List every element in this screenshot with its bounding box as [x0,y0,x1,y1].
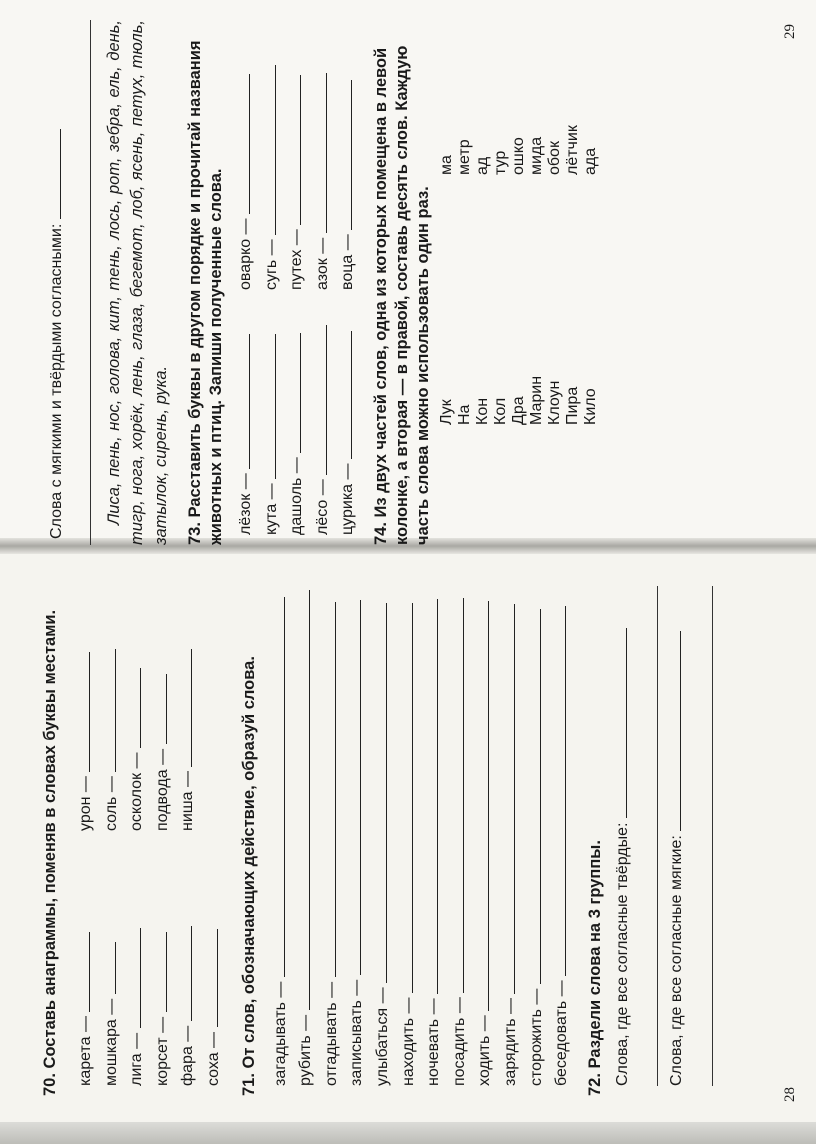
exercise-70-col2: урон — соль — осколок — подвода — ниша — [73,591,227,831]
word-list: Лиса, пень, нос, голова, кит, тень, лось, рот, зебра, ель, день, тигр, нога, хорёк, лень, глаза, бегемот, лоб, ясень, петух, тюль, затылок, сирень, рука. [104,20,170,545]
exercise-70-title: 70. Составь анаграммы, поменяв в словах буквы местами. [41,609,59,1096]
right-page-content: Слова с мягкими и твёрдыми согласными: Лиса, пень, нос, голова, кит, тень, лось, рот, зебра, ель, день, тигр, нога, хорёк, лень, глаза, бегемот, лоб, ясень, петух, тюль, затылок, сирень, рука. 73. Расставить буквы в другом порядке и прочитай названия животных и птиц. Запиши полученные слова. лёзок — кута — дашоль — лёсо — цурика — оварко — сугь — путех — азок — воца — 74. Из двух частей слов, одна из которых помещена в левой колонке, а вторая — в правой, составь десять слов. Каждую часть слова можно использовать один раз. Лук На Кон Кол Дра Марин Клоун Пира Кило ма метр ад тур ошко мида обок лётчик ада 29 [44,0,814,545]
scan-edge [0,1122,816,1144]
page-number-right: 29 [782,24,798,39]
exercise-73-title: 73. Расставить буквы в другом порядке и прочитай названия животных и птиц. Запиши полученные слова. [186,40,226,545]
page-number-left: 28 [782,1087,798,1102]
exercise-74-title: 74. Из двух частей слов, одна из которых помещена в левой колонке, а вторая — в правой, составь десять слов. Каждую часть слова можно использовать один раз. [372,45,433,545]
exercise-71-title: 71. От слов, обозначающих действие, образуй слова. [239,656,258,1096]
exercise-70-col1: карета — мошкара — лига — корсет — фара — соха — [73,831,227,1086]
ex74-right-column: ма метр ад тур ошко мида обок лётчик ада [438,125,600,175]
ex72-hard: Слова, где все согласные твёрдые: [613,822,631,1086]
ex72-soft: Слова, где все согласные мягкие: [668,835,686,1086]
left-page-content [40,560,810,1110]
ex74-left-column: Лук На Кон Кол Дра Марин Клоун Пира Кило [438,375,600,425]
top-line: Слова с мягкими и твёрдыми согласными: [44,20,70,539]
exercise-71-list: загадывать — рубить — отгадывать — записывать — улыбаться — находить — ночевать — посадить — ходить — зарядить — сторожить — беседовать — [268,576,575,1086]
exercise-72-title: 72. Раздели слова на 3 группы. [585,840,604,1096]
